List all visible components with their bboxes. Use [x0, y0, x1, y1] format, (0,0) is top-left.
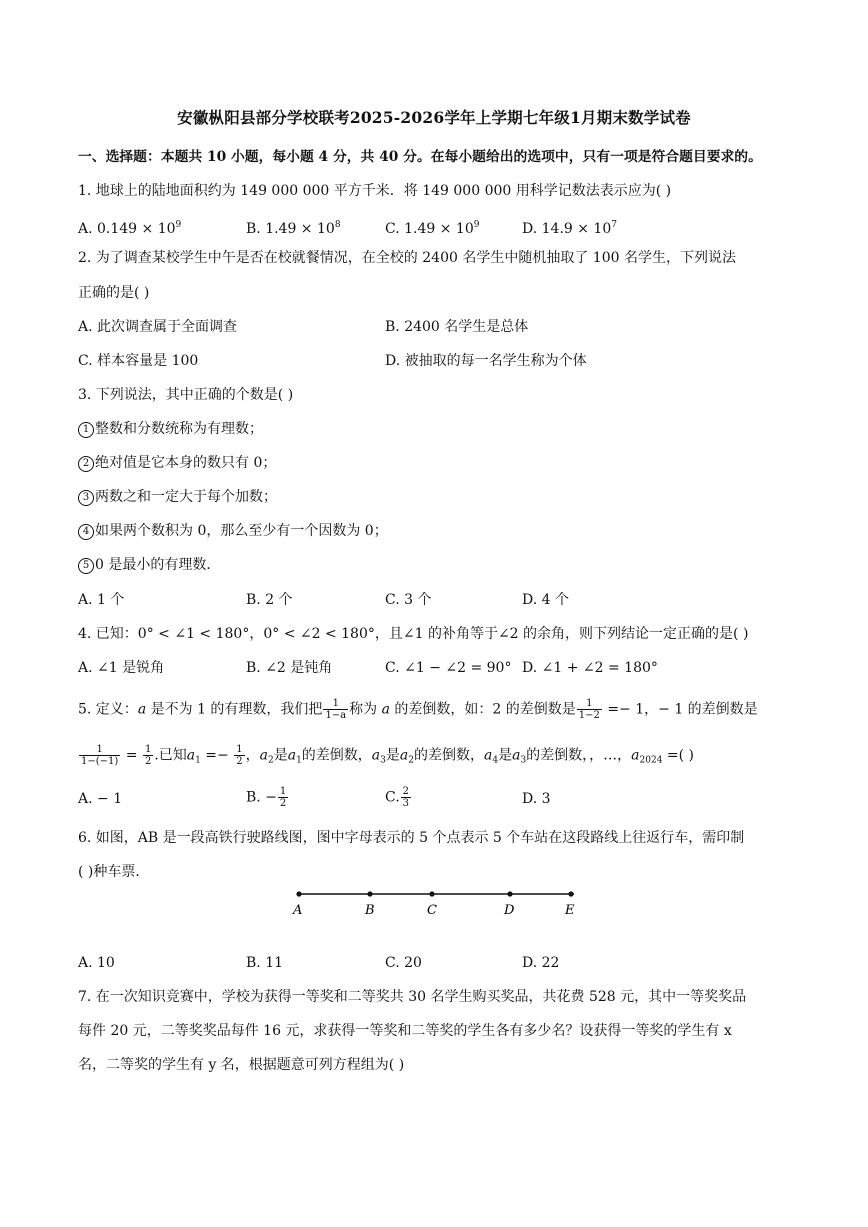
q1-option-b: B. $1.49 \times 10^8$ [246, 220, 341, 237]
q2-option-c: C. 样本容量是 100 [78, 353, 199, 369]
q4-option-d: D. ∠1 + ∠2 = 180° [522, 660, 658, 676]
exam-title: 安徽枞阳县部分学校联考2025-2026学年上学期七年级1月期末数学试卷 [177, 108, 691, 127]
point-label: A [293, 903, 303, 918]
q1-option-c: C. $1.49 \times 10^9$ [385, 220, 480, 237]
point-label: C [427, 903, 437, 918]
q4-option-c: C. ∠1 − ∠2 = 90° [385, 660, 512, 676]
q7-stem-line3: 名，二等奖的学生有 y 名，根据题意可列方程组为( ) [78, 1057, 405, 1073]
q6-option-a: A. 10 [78, 955, 115, 971]
q2-option-d: D. 被抽取的每一名学生称为个体 [385, 353, 587, 369]
point-label: D [504, 903, 515, 918]
q6-option-c: C. 20 [385, 955, 422, 971]
q6-option-d: D. 22 [522, 955, 560, 971]
q4-stem: 4. 已知：0° < ∠1 < 180°，0° < ∠2 < 180°，且∠1 的补角等于∠2 的余角，则下列结论一定正确的是( ) [78, 626, 749, 642]
fraction: $\frac{1}{2}$ [144, 744, 152, 767]
q5-option-b: B. − $\frac{1}{2}$ [246, 786, 287, 809]
circled-number: 5 [78, 558, 94, 574]
q4-option-b: B. ∠2 是钝角 [246, 660, 333, 676]
q2-stem-line2: 正确的是( ) [78, 285, 150, 301]
q3-option-d: D. 4 个 [522, 592, 569, 608]
point-dot [367, 891, 372, 896]
point-dot [507, 891, 512, 896]
fraction: $\frac{1}{1-a}$ [325, 698, 347, 721]
q1-stem: 1. 地球上的陆地面积约为 149 000 000 平方千米．将 149 000 000 用科学记数法表示应为( ) [78, 183, 672, 199]
q3-stem: 3. 下列说法，其中正确的个数是( ) [78, 387, 294, 403]
q3-statement-2: 2 绝对值是它本身的数只有 0； [78, 453, 276, 473]
point-dot [429, 891, 434, 896]
q1-option-a: A. $0.149 \times 10^9$ [78, 220, 182, 237]
q5-option-d: D. 3 [522, 791, 551, 807]
point-label: B [365, 903, 375, 918]
q2-stem-line1: 2. 为了调查某校学生中午是否在校就餐情况，在全校的 2400 名学生中随机抽取了 100 名学生，下列说法 [78, 250, 736, 266]
point-dot [568, 891, 573, 896]
q2-option-a: A. 此次调查属于全面调查 [78, 319, 238, 335]
q3-option-a: A. 1 个 [78, 592, 125, 608]
q5-option-a: A. − 1 [78, 791, 123, 807]
q3-statement-4: 4 如果两个数积为 0，那么至少有一个因数为 0； [78, 521, 388, 541]
q7-stem-line1: 7. 在一次知识竞赛中，学校为获得一等奖和二等奖共 30 名学生购买奖品，共花费 528 元，其中一等奖奖品 [78, 989, 747, 1005]
fraction: $\frac{1}{1-(-1)}$ [81, 744, 119, 767]
section-heading: 一、选择题：本题共 10 小题，每小题 4 分，共 40 分。在每小题给出的选项中，只有一项是符合题目要求的。 [78, 149, 762, 165]
q3-option-b: B. 2 个 [246, 592, 293, 608]
q6-stem-line2: ( )种车票． [78, 864, 150, 880]
fraction: $\frac{1}{1-2}$ [578, 698, 600, 721]
railway-line-figure [290, 884, 590, 918]
fraction: $\frac{1}{2}$ [236, 744, 243, 767]
fraction: $\frac{2}{3}$ [402, 786, 410, 809]
q4-option-a: A. ∠1 是锐角 [78, 660, 165, 676]
circled-number: 4 [78, 524, 94, 540]
q5-stem-line1: 5. 定义：a 是不为 1 的有理数，我们把 $\frac{1}{1-a}$ 称为 a 的差倒数，如：2 的差倒数是 $\frac{1}{1-2}$ =− 1，− 1 的差倒数是 [78, 698, 758, 721]
q5-stem-line2: $\frac{1}{1-(-1)}$ = $\frac{1}{2}$ .已知$a_1$ =− $\frac{1}{2}$ ，$a_2$是$a_1$的差倒数，$a_3$是$a_2$的差倒数，$a_4$是$a_3$的差倒数，，…，$a_{2024}$ =( ) [81, 744, 694, 767]
q3-option-c: C. 3 个 [385, 592, 432, 608]
q3-statement-5: 5 0 是最小的有理数． [78, 555, 220, 575]
q6-stem-line1: 6. 如图，AB 是一段高铁行驶路线图，图中字母表示的 5 个点表示 5 个车站在这段路线上往返行车，需印制 [78, 830, 745, 846]
q3-statement-1: 1 整数和分数统称为有理数； [78, 419, 263, 439]
q2-option-b: B. 2400 名学生是总体 [385, 319, 529, 335]
circled-number: 3 [78, 490, 94, 506]
q7-stem-line2: 每件 20 元，二等奖奖品每件 16 元，求获得一等奖和二等奖的学生各有多少名？设获得一等奖的学生有 x [78, 1023, 732, 1039]
q3-statement-3: 3 两数之和一定大于每个加数； [78, 487, 277, 507]
circled-number: 1 [78, 422, 94, 438]
q6-option-b: B. 11 [246, 955, 284, 971]
point-dot [296, 891, 301, 896]
q1-option-d: D. $14.9 \times 10^7$ [522, 220, 617, 237]
fraction: $\frac{1}{2}$ [279, 786, 287, 809]
q5-option-c: C. $\frac{2}{3}$ [385, 786, 410, 809]
circled-number: 2 [78, 456, 94, 472]
point-label: E [565, 903, 575, 918]
